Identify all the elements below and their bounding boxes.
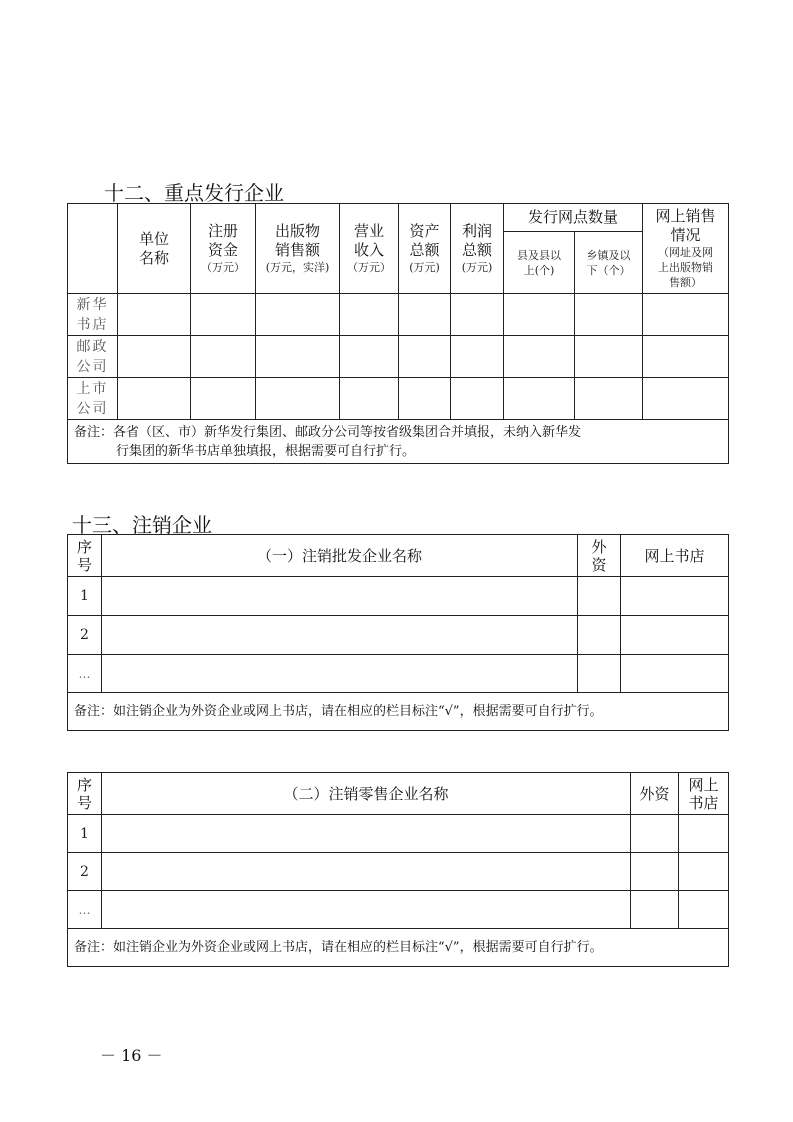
row-label-post: 邮政 公司 bbox=[68, 336, 118, 378]
row-index: 1 bbox=[68, 577, 102, 616]
foreign-header: 外资 bbox=[631, 773, 679, 815]
section-13-title: 十三、注销企业 bbox=[72, 513, 212, 537]
total-assets-header: 资产 总额 (万元) bbox=[399, 204, 451, 294]
seq-header: 序 号 bbox=[68, 535, 102, 577]
seq-header: 序 号 bbox=[68, 773, 102, 815]
row-index: 1 bbox=[68, 815, 102, 853]
retail-note: 备注：如注销企业为外资企业或网上书店，请在相应的栏目标注“√”，根据需要可自行扩行。 bbox=[68, 929, 729, 967]
online-store-header: 网上书店 bbox=[621, 535, 729, 577]
town-outlets-header: 乡镇及以 下（个） bbox=[575, 232, 643, 294]
outlet-count-header: 发行网点数量 bbox=[504, 204, 643, 232]
section-12-note: 备注：各省（区、市）新华发行集团、邮政分公司等按省级集团合并填报，未纳入新华发 行集团的新华书店单独填报，根据需要可自行扩行。 bbox=[68, 420, 729, 464]
publication-sales-header: 出版物 销售额 (万元，实洋) bbox=[256, 204, 340, 294]
table-row bbox=[68, 294, 729, 336]
row-label-listed: 上市 公司 bbox=[68, 378, 118, 420]
table-row bbox=[68, 378, 729, 420]
row-index: 2 bbox=[68, 853, 102, 891]
wholesale-name-header: （一）注销批发企业名称 bbox=[102, 535, 578, 577]
table-row bbox=[68, 577, 729, 616]
row-index: … bbox=[68, 655, 102, 693]
page-number: － 16 － bbox=[100, 1046, 163, 1065]
corner-cell bbox=[68, 204, 118, 294]
retail-name-header: （二）注销零售企业名称 bbox=[102, 773, 631, 815]
unit-name-header: 单位 名称 bbox=[118, 204, 191, 294]
table-row bbox=[68, 815, 729, 853]
foreign-header: 外 资 bbox=[578, 535, 621, 577]
wholesale-closure-table bbox=[67, 534, 729, 731]
online-sales-header: 网上销售 情况 （网址及网 上出版物销 售额） bbox=[643, 204, 729, 294]
online-store-header: 网上 书店 bbox=[679, 773, 729, 815]
row-label-xinhua: 新华 书店 bbox=[68, 294, 118, 336]
table-row bbox=[68, 655, 729, 693]
table-row bbox=[68, 891, 729, 929]
key-distribution-table bbox=[67, 203, 729, 464]
row-index: … bbox=[68, 891, 102, 929]
row-index: 2 bbox=[68, 616, 102, 655]
table-row bbox=[68, 853, 729, 891]
retail-closure-table bbox=[67, 772, 729, 967]
section-12-title: 十二、重点发行企业 bbox=[104, 181, 284, 205]
county-outlets-header: 县及县以 上(个) bbox=[504, 232, 575, 294]
table-row bbox=[68, 616, 729, 655]
registered-capital-header: 注册 资金 （万元） bbox=[191, 204, 256, 294]
table-row bbox=[68, 336, 729, 378]
revenue-header: 营业 收入 （万元） bbox=[340, 204, 399, 294]
wholesale-note: 备注：如注销企业为外资企业或网上书店，请在相应的栏目标注“√”，根据需要可自行扩行。 bbox=[68, 693, 729, 731]
total-profit-header: 利润 总额 (万元) bbox=[451, 204, 504, 294]
